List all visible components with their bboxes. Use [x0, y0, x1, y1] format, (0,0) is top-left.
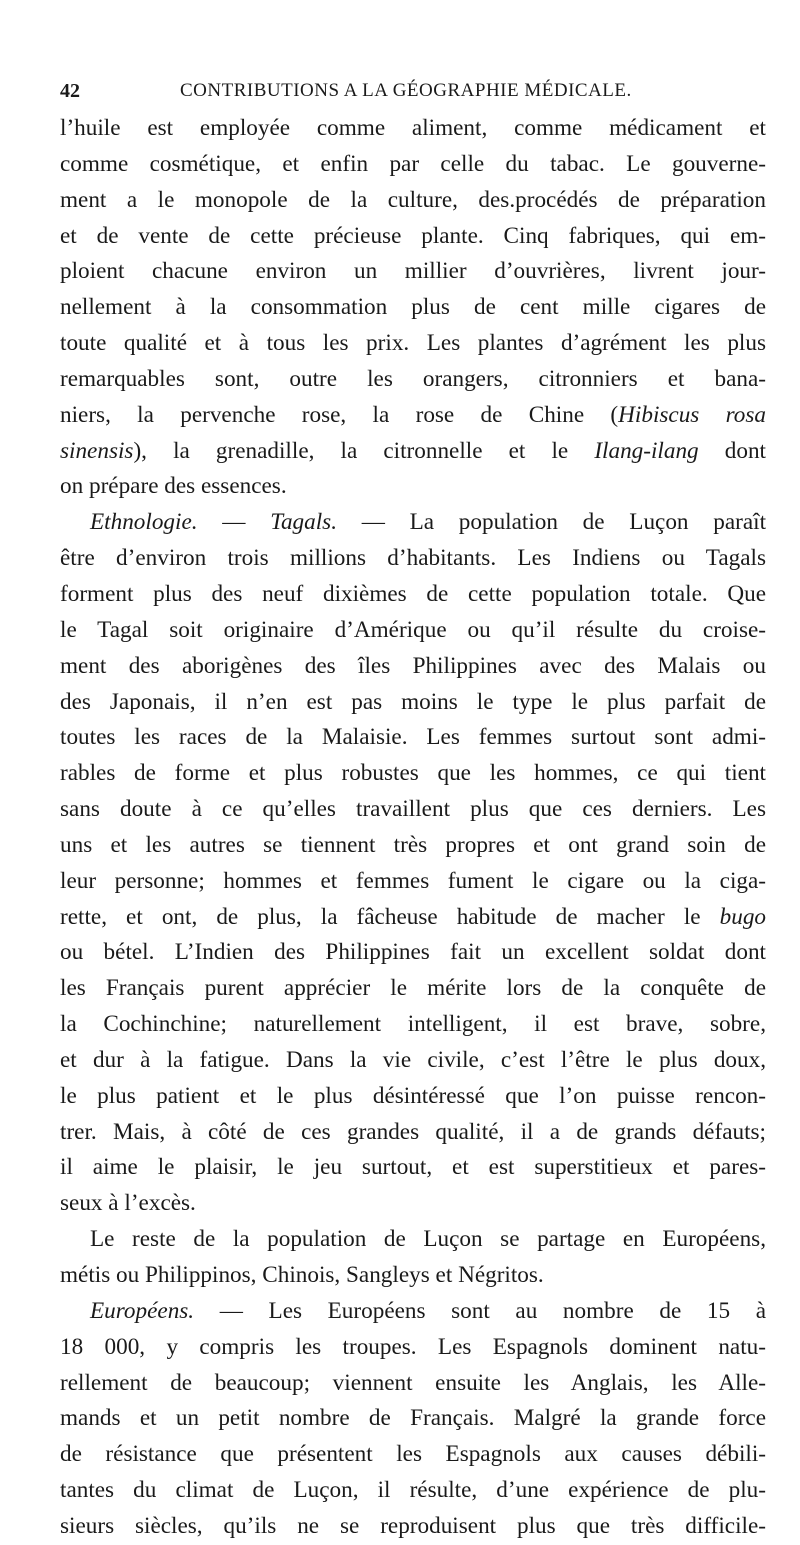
text-line [60, 505, 766, 541]
text-run: ment a le monopole de la culture, des.procédés de préparation [60, 186, 766, 213]
text-line [60, 613, 766, 649]
text-line [60, 792, 766, 828]
text-line [60, 1222, 766, 1258]
text-line [60, 1115, 766, 1151]
text-run: sieurs siècles, qu’ils ne se reproduisent plus que très difficile- [60, 1512, 766, 1539]
text-line [60, 254, 766, 290]
text-run: ), la grenadille, la citronnelle et le [133, 437, 595, 464]
text-run: l’huile est employée comme aliment, comme médicament et [60, 115, 766, 141]
text-run: — La population de Luçon paraît [337, 509, 767, 536]
text-run: toutes les races de la Malaisie. Les femmes surtout sont admi- [60, 724, 766, 751]
text-run: on prépare des essences. [60, 473, 287, 500]
running-title: CONTRIBUTIONS A LA GÉOGRAPHIE MÉDICALE. [180, 80, 632, 101]
text-line [60, 649, 766, 685]
text-run: métis ou Philippinos, Chinois, Sangleys et Négritos. [60, 1262, 544, 1288]
text-run: Le reste de la population de Luçon se partage en Européens, [90, 1226, 766, 1253]
page-number: 42 [60, 79, 80, 102]
text-line [60, 864, 766, 900]
text-run: ou bétel. L’Indien des Philippines fait un excellent soldat dont [60, 939, 766, 966]
italic-text: sinensis [60, 437, 134, 464]
italic-text: Européens. [90, 1297, 195, 1324]
text-line [60, 290, 766, 326]
text-run: toute qualité et à tous les prix. Les plantes d’agrément les plus [60, 330, 766, 357]
text-line [60, 935, 766, 971]
text-line [60, 1366, 766, 1402]
text-line [60, 1330, 766, 1366]
text-line [60, 1079, 766, 1115]
body-text [60, 111, 766, 1545]
text-run: et dur à la fatigue. Dans la vie civile, c’est l’être le plus doux, [60, 1046, 766, 1073]
text-line [60, 577, 766, 613]
text-line [60, 900, 766, 936]
text-run: rellement de beaucoup; viennent ensuite les Anglais, les Alle- [60, 1369, 766, 1396]
text-run: comme cosmétique, et enfin par celle du tabac. Le gouverne- [60, 150, 766, 177]
text-run: sans doute à ce qu’elles travaillent plus que ces derniers. Les [60, 796, 766, 823]
text-run: trer. Mais, à côté de ces grandes qualité, il a de grands défauts; [60, 1118, 766, 1145]
text-line [60, 219, 766, 255]
text-run: nellement à la consommation plus de cent mille cigares de [60, 294, 766, 321]
text-line [60, 1401, 766, 1437]
italic-text: Hibiscus rosa [618, 401, 766, 428]
italic-text: bugo [719, 903, 766, 930]
text-run: seux à l’excès. [60, 1190, 196, 1217]
text-run: le Tagal soit originaire d’Amérique ou qu’il résulte du croise- [60, 616, 766, 643]
text-line [60, 1007, 766, 1043]
text-line [60, 1509, 766, 1545]
text-line [60, 362, 766, 398]
italic-text: Ilang-ilang [594, 437, 699, 464]
text-line [60, 720, 766, 756]
text-line [60, 756, 766, 792]
text-line [60, 1043, 766, 1079]
text-line [60, 326, 766, 362]
text-run: niers, la pervenche rose, la rose de Chine ( [60, 401, 619, 428]
text-run: rables de forme et plus robustes que les hommes, ce qui tient [60, 760, 766, 787]
text-line [60, 971, 766, 1007]
text-run: les Français purent apprécier le mérite lors de la conquête de [60, 975, 766, 1002]
text-run: ment des aborigènes des îles Philippines avec des Malais ou [60, 652, 766, 679]
text-run: dont [698, 437, 766, 464]
italic-text: Ethnologie. [90, 509, 198, 536]
text-run: ploient chacune environ un millier d’ouvrières, livrent jour- [60, 258, 766, 285]
text-run: tantes du climat de Luçon, il résulte, d’une expérience de plu- [60, 1477, 766, 1504]
text-line [60, 147, 766, 183]
italic-text: Tagals. [270, 509, 337, 536]
text-run: le plus patient et le plus désintéressé que l’on puisse rencon- [60, 1082, 766, 1109]
text-line [60, 434, 766, 470]
text-line [60, 183, 766, 219]
text-run: forment plus des neuf dixièmes de cette population totale. Que [60, 580, 766, 607]
text-run: il aime le plaisir, le jeu surtout, et est superstitieux et pares- [60, 1154, 766, 1181]
text-run: rette, et ont, de plus, la fâcheuse habitude de macher le [60, 903, 720, 930]
text-run: être d’environ trois millions d’habitants. Les Indiens ou Tagals [60, 545, 766, 572]
text-line [60, 685, 766, 721]
text-line [60, 398, 766, 434]
text-run: remarquables sont, outre les orangers, citronniers et bana- [60, 365, 766, 392]
text-run: 18 000, y compris les troupes. Les Espagnols dominent natu- [60, 1333, 766, 1360]
text-run: uns et les autres se tiennent très propres et ont grand soin de [60, 831, 766, 858]
text-run: leur personne; hommes et femmes fument le cigare ou la ciga- [60, 867, 766, 894]
text-run: — [197, 509, 271, 536]
text-run: mands et un petit nombre de Français. Malgré la grande force [60, 1405, 766, 1432]
text-line [60, 1258, 766, 1294]
text-run: des Japonais, il n’en est pas moins le type le plus parfait de [60, 688, 766, 715]
running-header [60, 76, 710, 106]
text-line [60, 469, 766, 505]
text-run: la Cochinchine; naturellement intelligent, il est brave, sobre, [60, 1011, 766, 1038]
text-line [60, 1150, 766, 1186]
text-line [60, 828, 766, 864]
text-line [60, 1473, 766, 1509]
text-line [60, 1437, 766, 1473]
text-run: — Les Européens sont au nombre de 15 à [194, 1297, 766, 1324]
text-line [60, 1294, 766, 1330]
text-run: de résistance que présentent les Espagnols aux causes débili- [60, 1441, 766, 1468]
text-run: et de vente de cette précieuse plante. Cinq fabriques, qui em- [60, 222, 766, 249]
text-line [60, 111, 766, 147]
text-line [60, 1186, 766, 1222]
text-line [60, 541, 766, 577]
